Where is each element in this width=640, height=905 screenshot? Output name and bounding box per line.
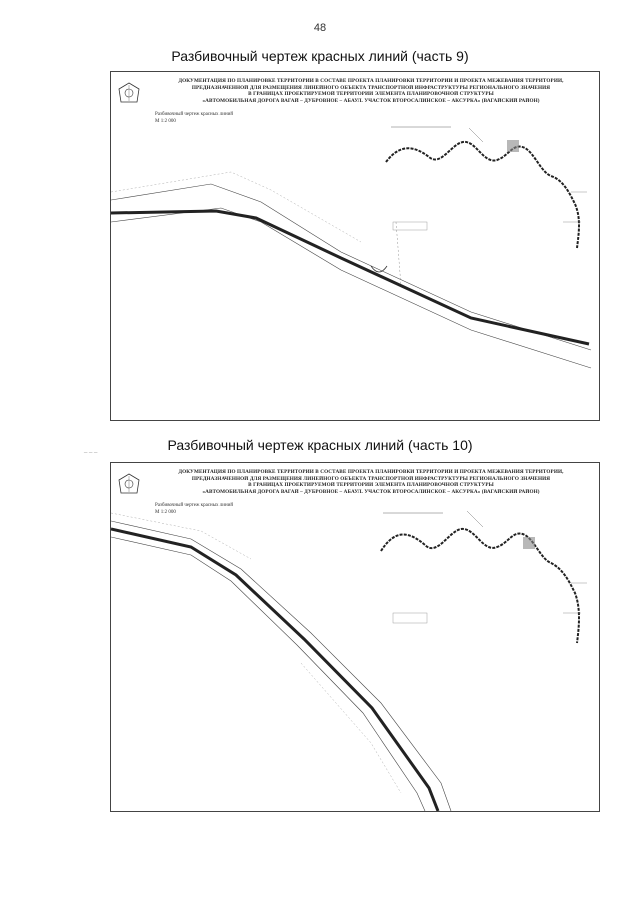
drawing-sheet-part-10	[110, 462, 600, 812]
sheet-header: ДОКУМЕНТАЦИЯ ПО ПЛАНИРОВКЕ ТЕРРИТОРИИ В СОСТАВЕ ПРОЕКТА ПЛАНИРОВКИ ТЕРРИТОРИИ И ПРОЕКТА МЕЖЕВАНИЯ ТЕРРИТОРИИ, ПРЕДНАЗНАЧЕННОЙ ДЛЯ РАЗМЕЩЕНИЯ ЛИНЕЙНОГО ОБЪЕКТА ТРАНСПОРТНОЙ ИНФРАСТРУКТУРЫ РЕГИОНАЛЬНОГО ЗНАЧЕНИЯ В ГРАНИЦАХ ПРОЕКТИРУЕМОЙ ТЕРРИТОРИИ ЭЛЕМЕНТА ПЛАНИРОВОЧНОЙ СТРУКТУРЫ «АВТОМОБИЛЬНАЯ ДОРОГА ВАГАЙ – ДУБРОВНОЕ – АБАУЛ. УЧАСТОК ВТОРОСАЛИНСКОЕ – АКСУРКА» (ВАГАЙСКИЙ РАЙОН)	[178, 78, 564, 104]
margin-mark: _ _ _	[84, 447, 98, 453]
sheet-subtitle: Разбивочный чертеж красных линий	[155, 112, 233, 117]
inset-location-map	[381, 511, 587, 643]
sheet-subtitle: Разбивочный чертеж красных линий	[155, 503, 233, 508]
road-drawing	[111, 463, 599, 811]
sheet-title-part-10: Разбивочный чертеж красных линий (часть 10)	[167, 437, 473, 453]
drawing-sheet-part-9	[110, 71, 600, 421]
sheet-header: ДОКУМЕНТАЦИЯ ПО ПЛАНИРОВКЕ ТЕРРИТОРИИ В СОСТАВЕ ПРОЕКТА ПЛАНИРОВКИ ТЕРРИТОРИИ И ПРОЕКТА МЕЖЕВАНИЯ ТЕРРИТОРИИ, ПРЕДНАЗНАЧЕННОЙ ДЛЯ РАЗМЕЩЕНИЯ ЛИНЕЙНОГО ОБЪЕКТА ТРАНСПОРТНОЙ ИНФРАСТРУКТУРЫ РЕГИОНАЛЬНОГО ЗНАЧЕНИЯ В ГРАНИЦАХ ПРОЕКТИРУЕМОЙ ТЕРРИТОРИИ ЭЛЕМЕНТА ПЛАНИРОВОЧНОЙ СТРУКТУРЫ «АВТОМОБИЛЬНАЯ ДОРОГА ВАГАЙ – ДУБРОВНОЕ – АБАУЛ. УЧАСТОК ВТОРОСАЛИНСКОЕ – АКСУРКА» (ВАГАЙСКИЙ РАЙОН)	[178, 469, 564, 495]
sheet-scale: М 1:2 000	[155, 119, 176, 124]
page-number: 48	[313, 22, 327, 34]
road-drawing	[111, 72, 599, 420]
sheet-title-part-9: Разбивочный чертеж красных линий (часть 9)	[171, 48, 469, 64]
road-corridor	[111, 172, 591, 368]
road-corridor	[111, 513, 451, 811]
sheet-scale: М 1:2 000	[155, 510, 176, 515]
